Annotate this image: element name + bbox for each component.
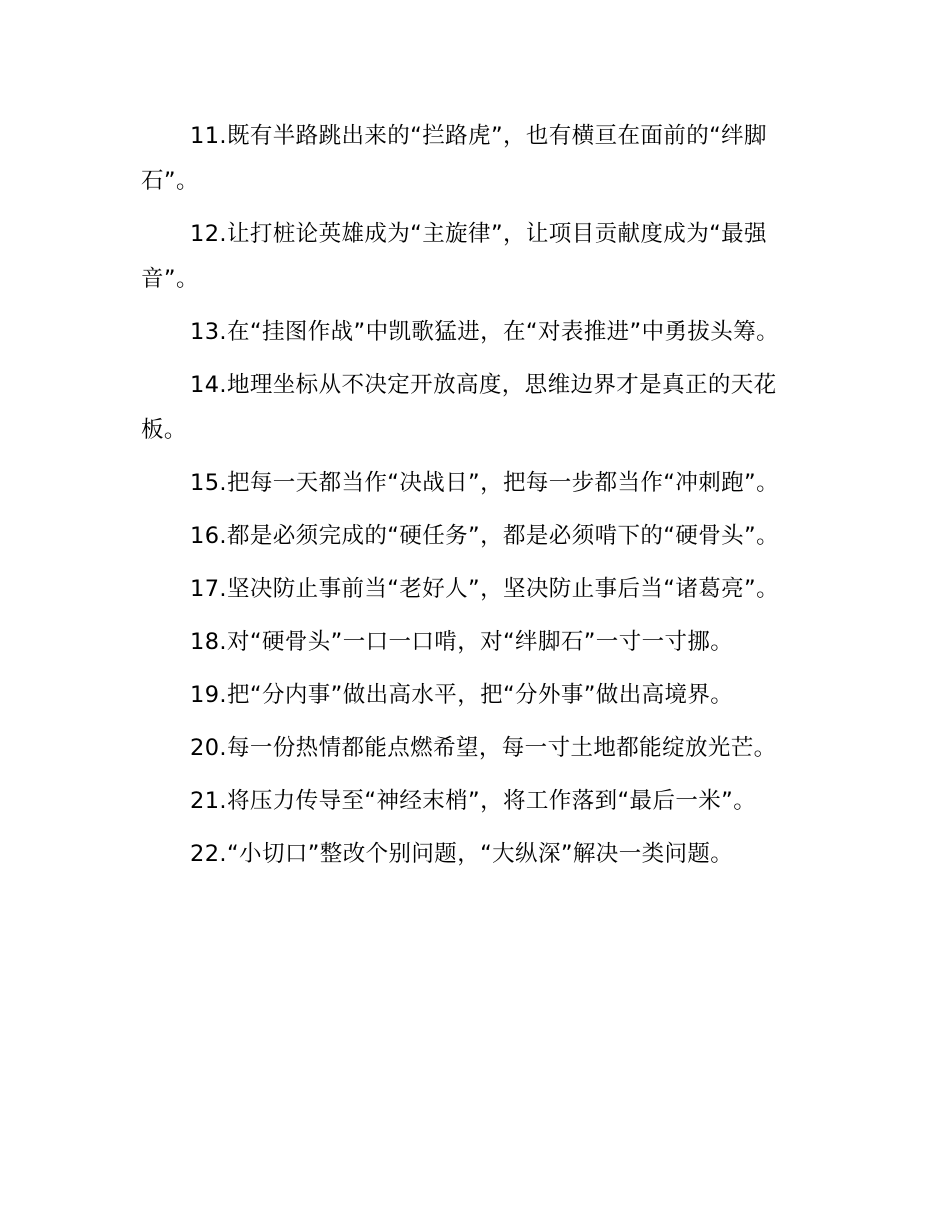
paragraph-13: 13.在“挂图作战”中凯歌猛进，在“对表推进”中勇拔头筹。 <box>190 319 780 345</box>
paragraph-18: 18.对“硬骨头”一口一口啃，对“绊脚石”一寸一寸挪。 <box>190 629 734 655</box>
paragraph-12: 12.让打桩论英雄成为“主旋律”，让项目贡献度成为“最强音”。 <box>141 221 767 292</box>
paragraph-11: 11.既有半路跳出来的“拦路虎”，也有横亘在面前的“绊脚石”。 <box>141 123 767 194</box>
paragraph-15: 15.把每一天都当作“决战日”，把每一步都当作“冲刺跑”。 <box>190 470 780 496</box>
paragraph-21: 21.将压力传导至“神经末梢”，将工作落到“最后一米”。 <box>190 788 757 814</box>
paragraph-20: 20.每一份热情都能点燃希望，每一寸土地都能绽放光芒。 <box>190 735 777 761</box>
paragraph-22: 22.“小切口”整改个别问题，“大纵深”解决一类问题。 <box>190 841 734 867</box>
paragraph-19: 19.把“分内事”做出高水平，把“分外事”做出高境界。 <box>190 682 734 708</box>
paragraph-14: 14.地理坐标从不决定开放高度，思维边界才是真正的天花板。 <box>141 372 777 443</box>
document-body <box>141 114 813 885</box>
paragraph-17: 17.坚决防止事前当“老好人”，坚决防止事后当“诸葛亮”。 <box>190 576 780 602</box>
paragraph-16: 16.都是必须完成的“硬任务”，都是必须啃下的“硬骨头”。 <box>190 523 780 549</box>
